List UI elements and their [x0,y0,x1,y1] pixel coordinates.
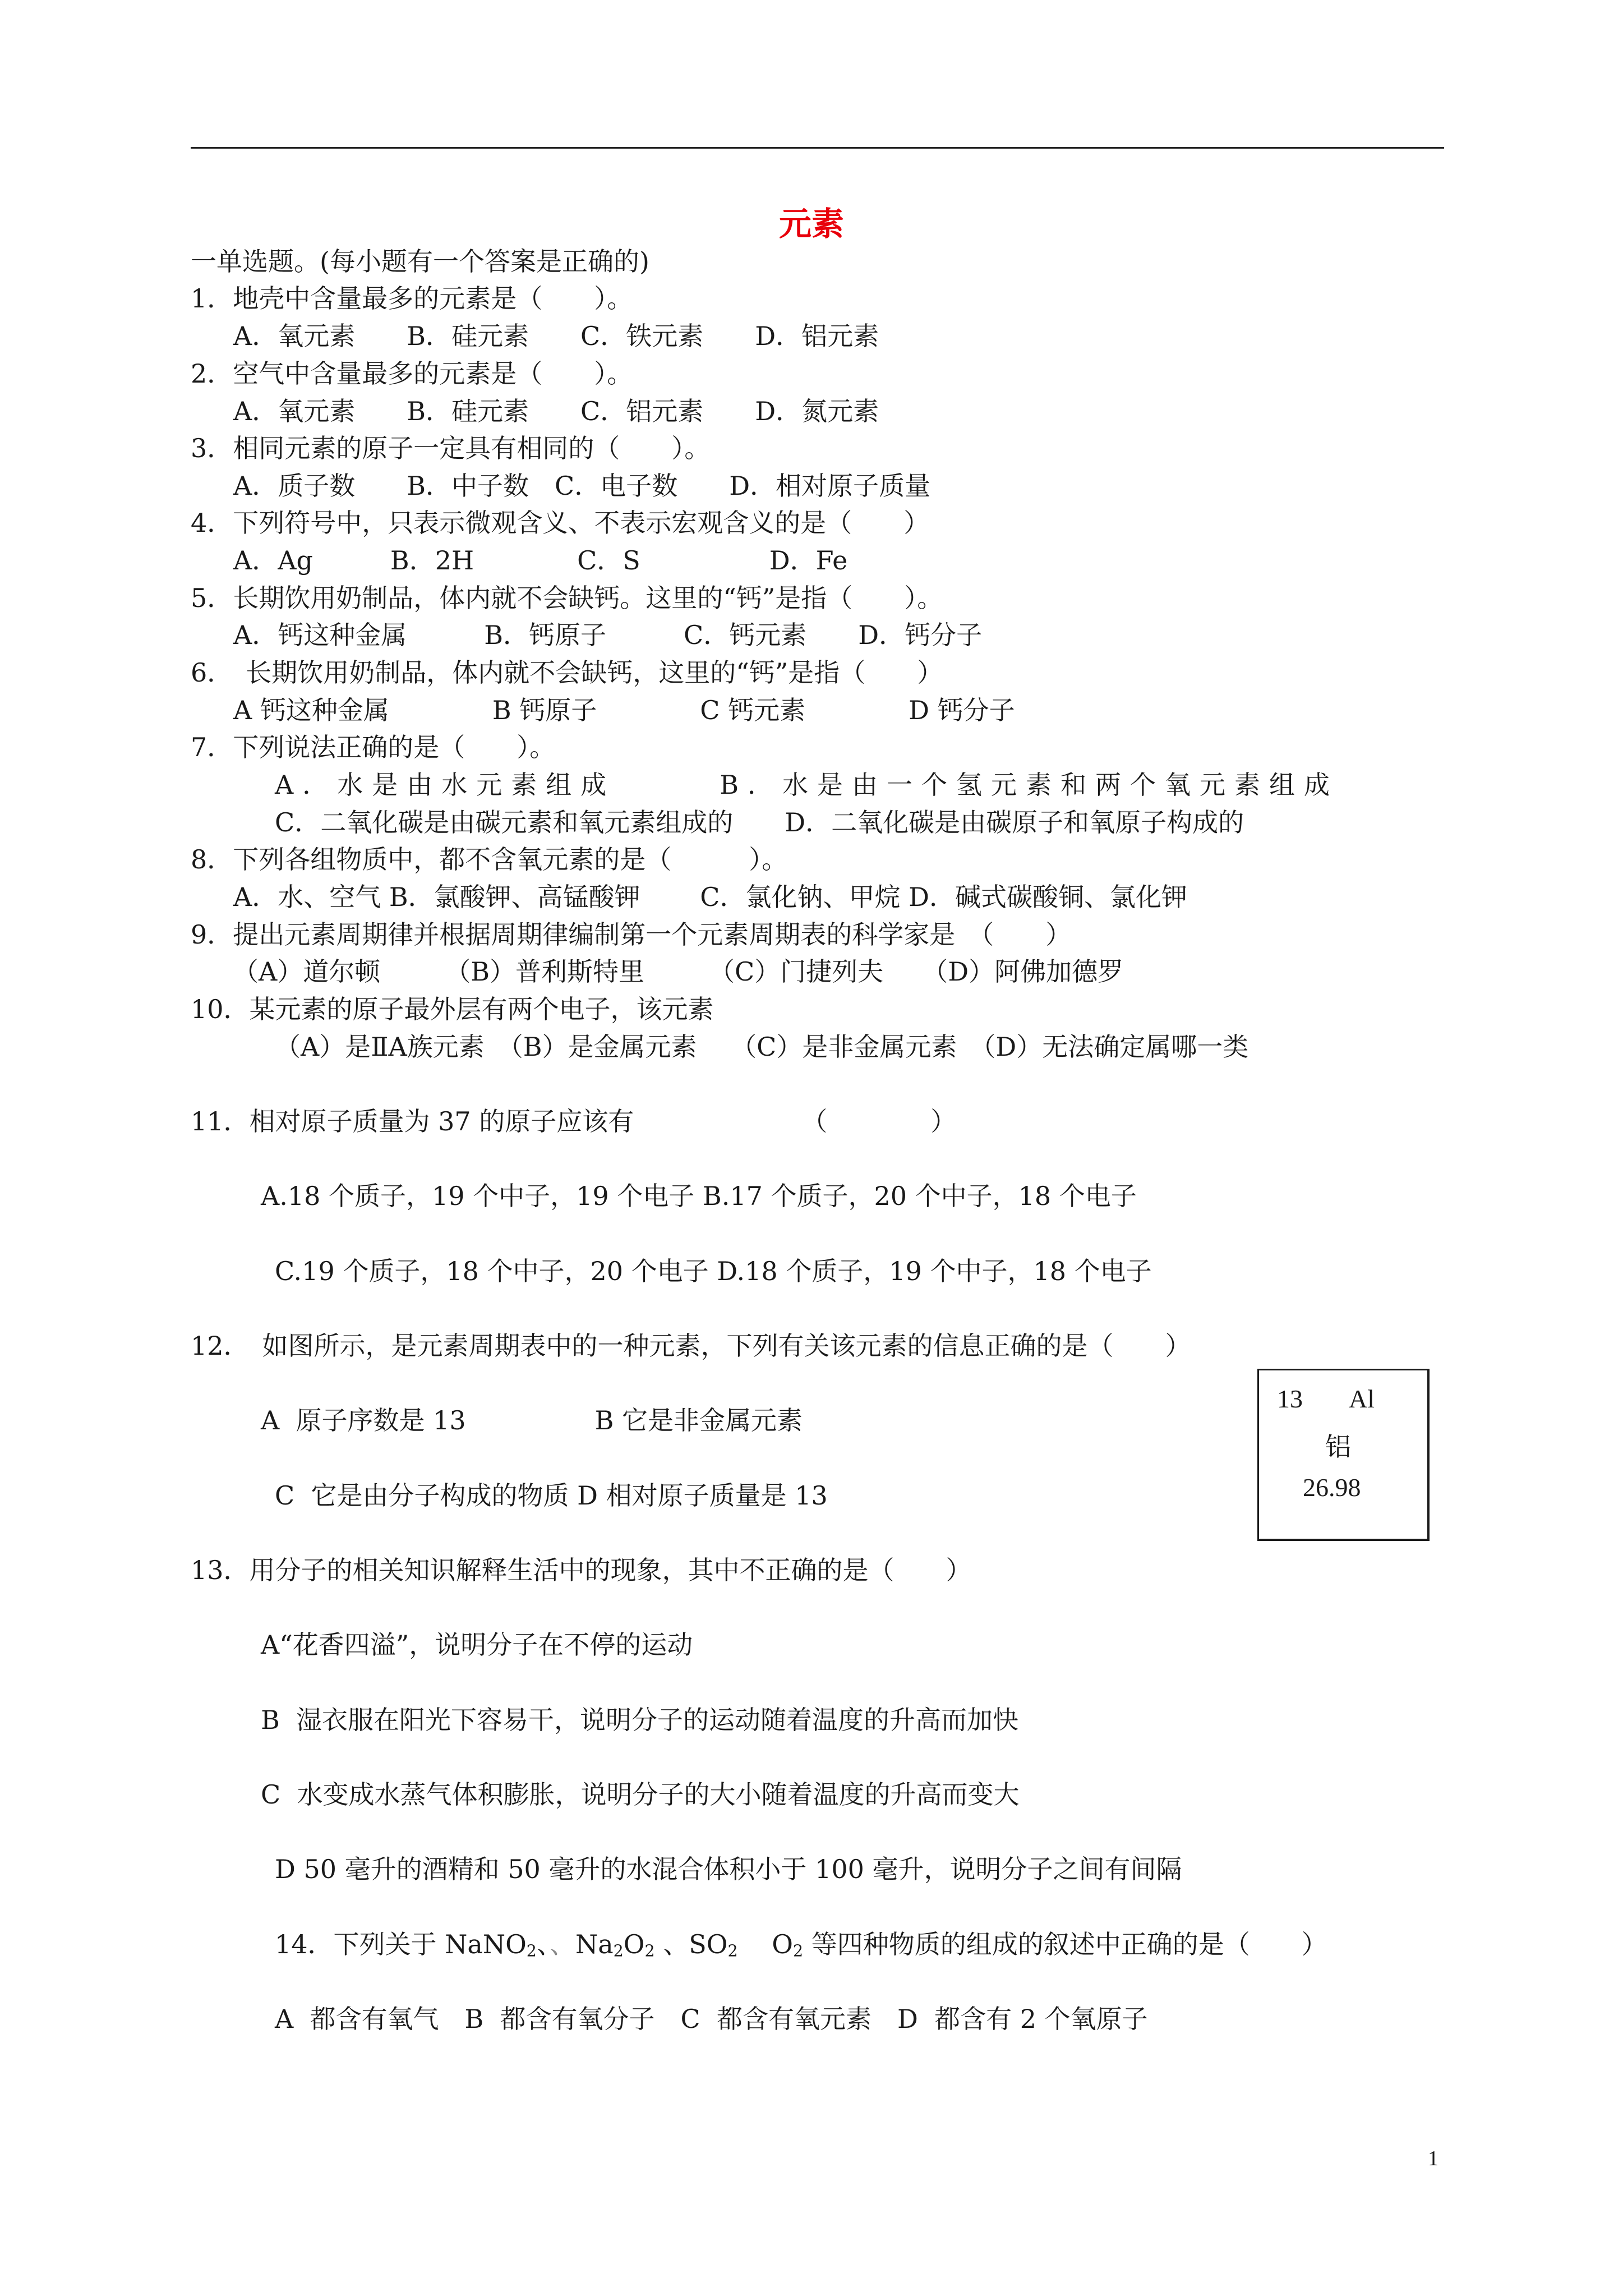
q14-na: Na [575,1929,614,1959]
question-12-options-cd: C 它是由分子构成的物质 D 相对原子质量是 13 [275,1480,828,1511]
question-10-options: （A）是ⅡA族元素 （B）是金属元素 （C）是非金属元素 （D）无法确定属哪一类 [275,1032,1249,1062]
question-8: 8．下列各组物质中，都不含氧元素的是（ ）。 [191,844,788,875]
question-13-option-b: B 湿衣服在阳光下容易干，说明分子的运动随着温度的升高而加快 [261,1705,1019,1735]
section-heading: 一单选题。(每小题有一个答案是正确的) [191,246,649,277]
question-12: 12． 如图所示，是元素周期表中的一种元素，下列有关该元素的信息正确的是（ ） [191,1331,1191,1361]
question-5-options: A．钙这种金属 B．钙原子 C．钙元素 D．钙分子 [208,620,983,650]
question-12-options-ab: A 原子序数是 13 B 它是非金属元素 [261,1405,803,1435]
q14-sub-4: 2 [727,1941,738,1961]
question-14-options: A 都含有氧气 B 都含有氧分子 C 都含有氧元素 D 都含有 2 个氧原子 [275,2004,1148,2034]
page-number: 1 [1428,2147,1438,2170]
question-13: 13．用分子的相关知识解释生活中的现象，其中不正确的是（ ） [191,1555,972,1585]
question-7-options-ab: A．水是由水元素组成 B．水是由一个氢元素和两个氧元素组成 [275,770,1339,800]
question-10: 10．某元素的原子最外层有两个电子，该元素 [191,994,714,1024]
q14-sub-5: 2 [793,1941,804,1961]
question-7: 7．下列说法正确的是（ ）。 [191,732,556,762]
question-3: 3．相同元素的原子一定具有相同的（ ）。 [191,433,711,463]
question-11-options-cd: C.19 个质子，18 个中子，20 个电子 D.18 个质子，19 个中子，18 个电子 [275,1256,1152,1286]
question-2-options: A．氧元素 B．硅元素 C．铝元素 D．氮元素 [208,396,879,426]
question-11: 11．相对原子质量为 37 的原子应该有 （ ） [191,1106,957,1137]
element-atomic-mass: 26.98 [1303,1473,1361,1502]
page-title: 元素 [778,205,844,243]
q14-prefix: 14．下列关于 NaNO [275,1929,527,1959]
q14-suffix: 等四种物质的组成的叙述中正确的是（ ） [803,1929,1327,1959]
periodic-element-card [1257,1369,1430,1541]
question-4: 4．下列符号中，只表示微观含义、不表示宏观含义的是（ ） [191,508,930,538]
question-13-option-d: D 50 毫升的酒精和 50 毫升的水混合体积小于 100 毫升，说明分子之间有间隔 [275,1854,1182,1884]
q14-sub-2: 2 [613,1941,624,1961]
question-3-options: A．质子数 B．中子数 C．电子数 D．相对原子质量 [208,471,931,501]
question-13-option-c: C 水变成水蒸气体积膨胀，说明分子的大小随着温度的升高而变大 [261,1779,1020,1810]
question-6: 6． 长期饮用奶制品，体内就不会缺钙，这里的“钙”是指（ ） [191,657,943,688]
question-1-options: A．氧元素 B．硅元素 C．铁元素 D．铝元素 [208,321,879,351]
question-11-options-ab: A.18 个质子，19 个中子，19 个电子 B.17 个质子，20 个中子，18 个电子 [261,1181,1137,1211]
question-9: 9．提出元素周期律并根据周期律编制第一个元素周期表的科学家是 （ ） [191,919,1072,950]
element-symbol: Al [1349,1384,1375,1413]
q14-sep-1: 、 [536,1929,550,1959]
q14-sep-1b: 、 [549,1929,575,1959]
element-name: 铝 [1325,1432,1351,1462]
q14-sep-3: O [737,1929,794,1959]
q14-sep-2: 、SO [654,1929,728,1959]
question-9-options: （A）道尔顿 （B）普利斯特里 （C）门捷列夫 （D）阿佛加德罗 [233,956,1124,987]
question-2: 2．空气中含量最多的元素是（ ）。 [191,358,633,389]
question-8-options: A．水、空气 B．氯酸钾、高锰酸钾 C．氯化钠、甲烷 D．碱式碳酸铜、氯化钾 [208,882,1187,912]
question-4-options: A．Ag B．2H C．S D．Fe [208,545,848,576]
header-rule [191,147,1444,149]
question-6-options: A 钙这种金属 B 钙原子 C 钙元素 D 钙分子 [208,695,1015,725]
q14-o: O [623,1929,645,1959]
q14-sub-1: 2 [526,1941,537,1961]
question-13-option-a: A“花香四溢”，说明分子在不停的运动 [261,1630,693,1660]
element-atomic-number: 13 [1277,1384,1303,1413]
question-14 [275,1927,1327,1968]
question-5: 5．长期饮用奶制品，体内就不会缺钙。这里的“钙”是指（ ）。 [191,583,943,613]
question-1: 1．地壳中含量最多的元素是（ ）。 [191,283,633,314]
q14-sub-3: 2 [644,1941,655,1961]
question-7-options-cd: C．二氧化碳是由碳元素和氧元素组成的 D．二氧化碳是由碳原子和氧原子构成的 [275,807,1244,838]
